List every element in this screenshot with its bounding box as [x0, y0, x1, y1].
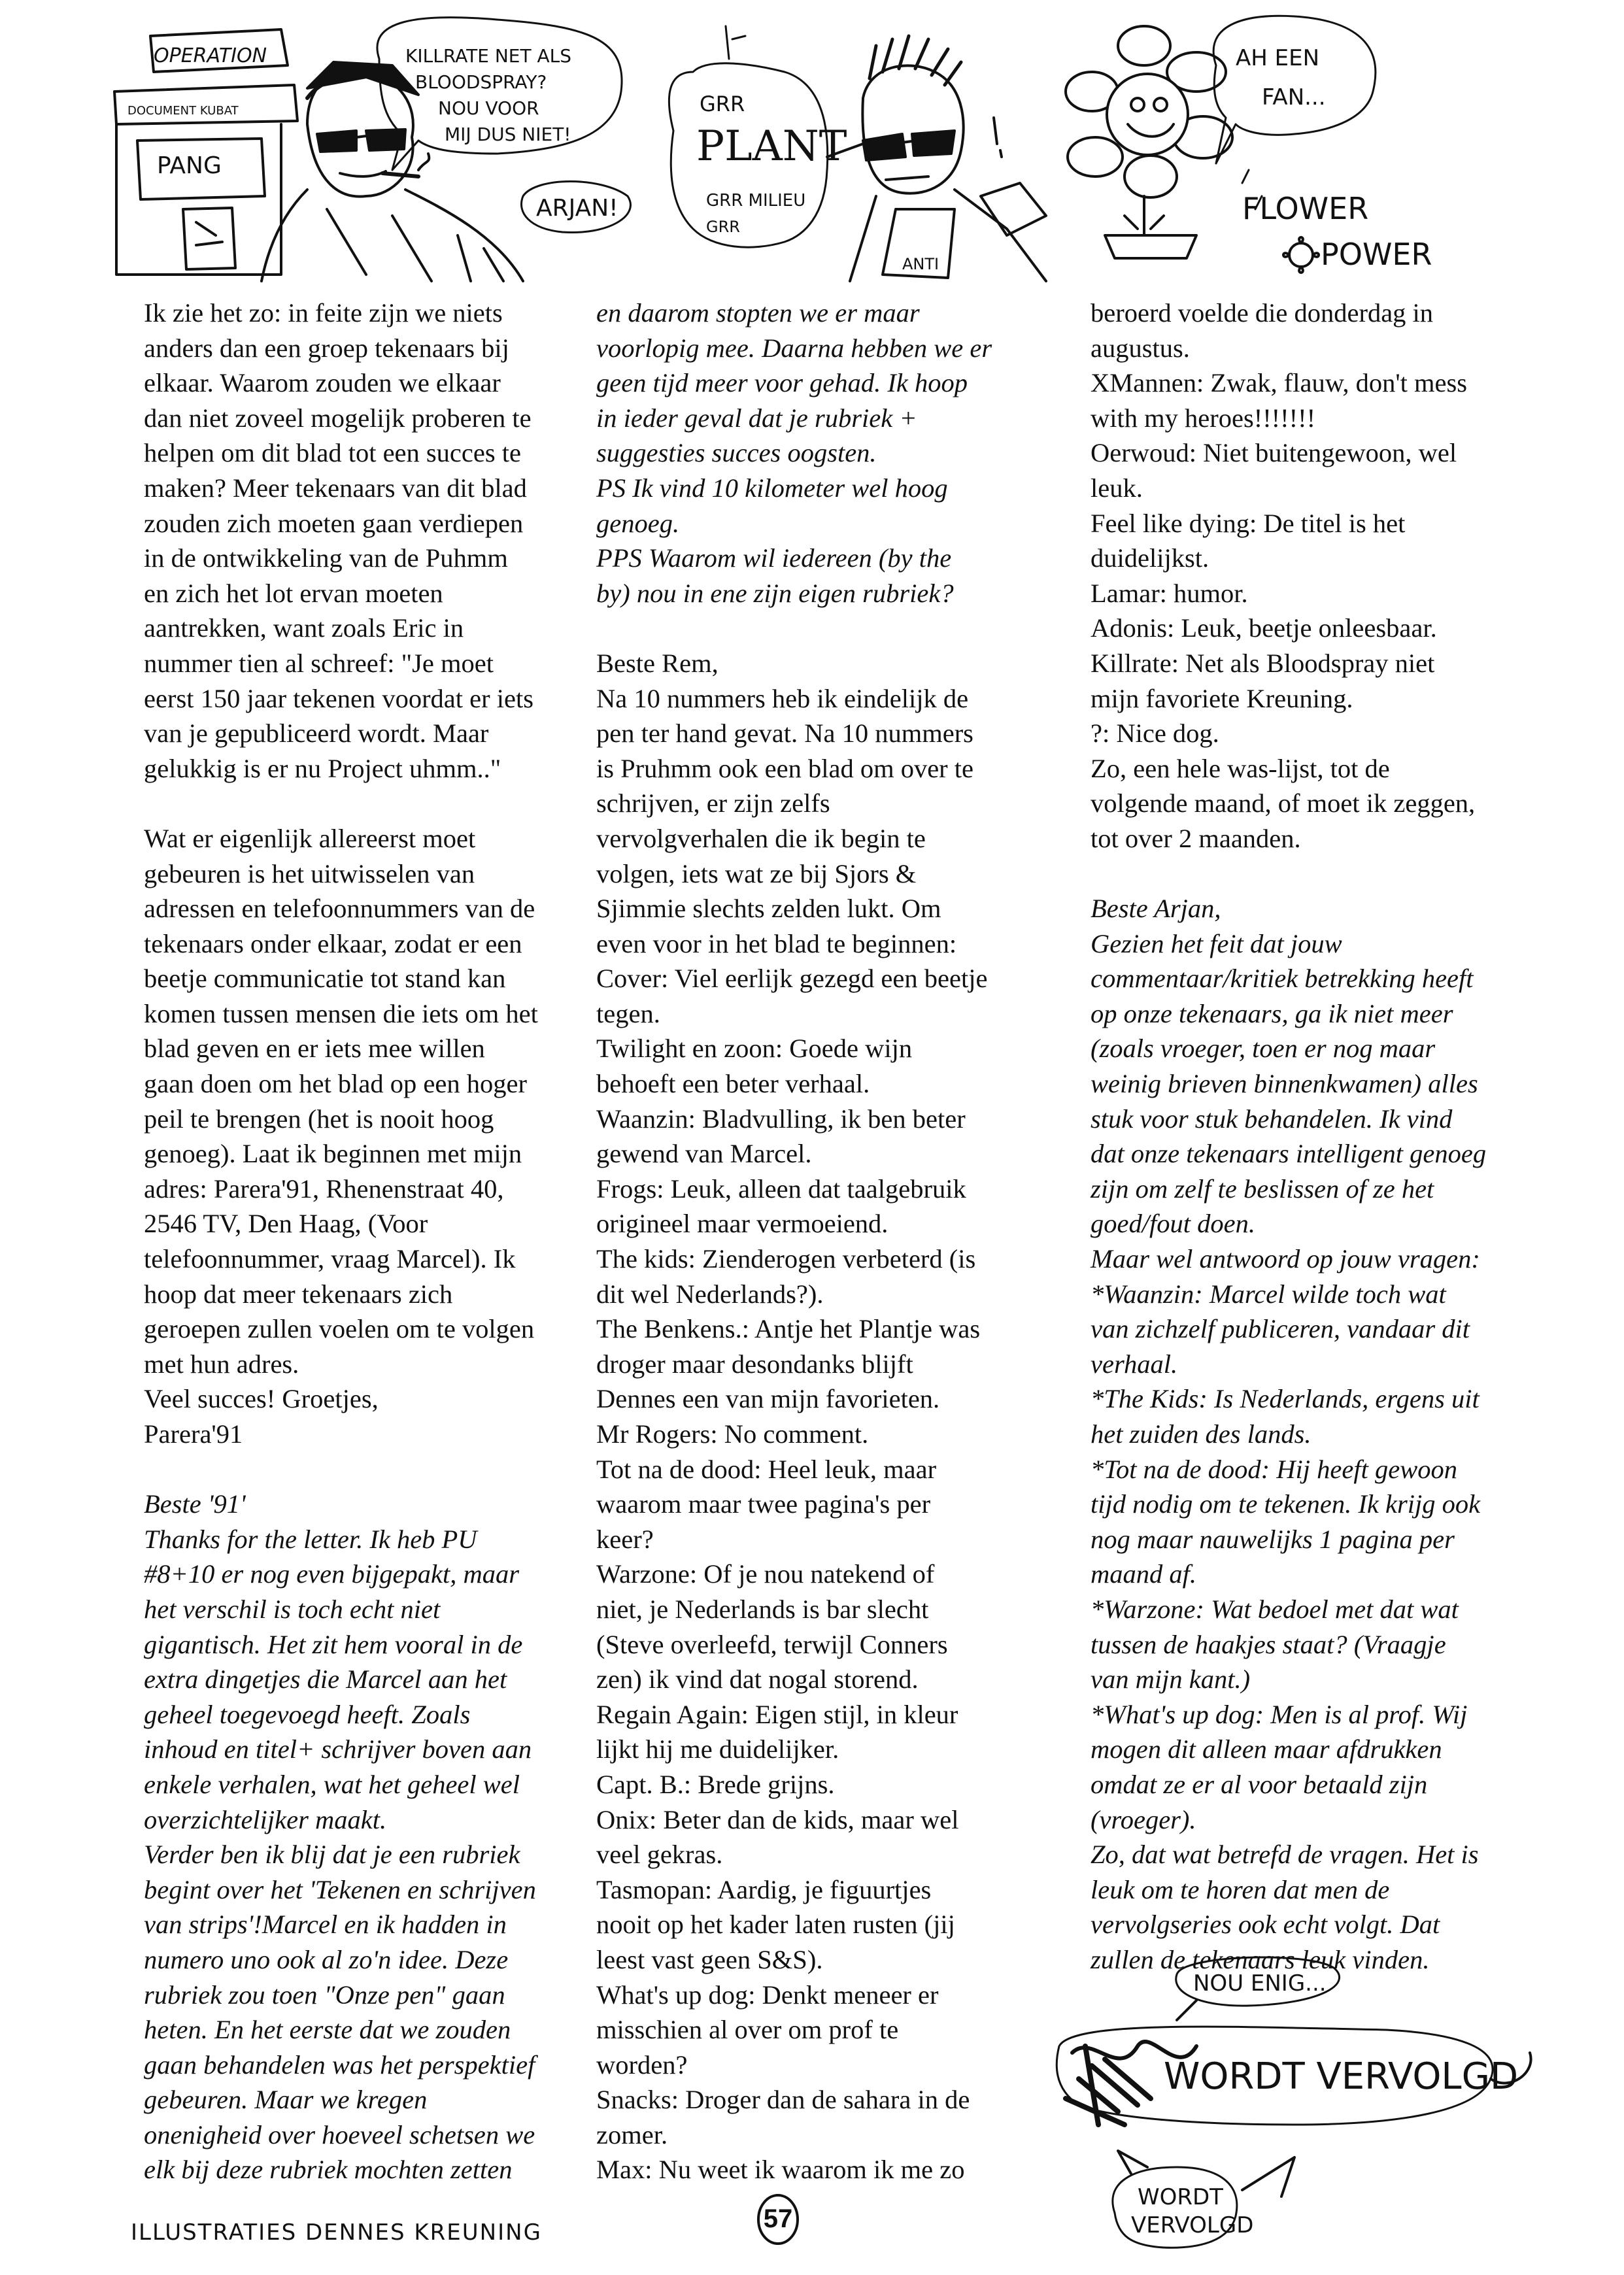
text-line: geroepen zullen voelen om te volgen: [144, 1314, 535, 1344]
text-line: stuk voor stuk behandelen. Ik vind: [1091, 1104, 1453, 1134]
speech-line-3: NOU VOOR: [438, 97, 539, 119]
name-tag-arjan: ARJAN!: [536, 195, 618, 222]
text-line: Oerwoud: Niet buitengewoon, wel: [1091, 438, 1457, 468]
text-line: van strips'!Marcel en ik hadden in: [144, 1910, 507, 1940]
text-line: suggesties succes oogsten.: [596, 438, 877, 468]
text-line: adressen en telefoonnummers van de: [144, 894, 535, 924]
text-line: van zichzelf publiceren, vandaar dit: [1091, 1314, 1470, 1344]
sign-anti: ANTI: [902, 255, 939, 273]
text-line: augustus.: [1091, 333, 1190, 363]
text-line: zouden zich moeten gaan verdiepen: [144, 508, 524, 538]
text-line: Frogs: Leuk, alleen dat taalgebruik: [596, 1173, 966, 1204]
text-line: zomer.: [596, 2119, 668, 2149]
text-line: is Pruhmm ook een blad om over te: [596, 753, 974, 783]
text-line: zijn om zelf te beslissen of ze het: [1091, 1173, 1434, 1204]
text-line: beetje communicatie tot stand kan: [144, 964, 506, 994]
text-line: dat onze tekenaars intelligent genoeg: [1091, 1139, 1487, 1169]
text-line: weinig brieven binnenkwamen) alles: [1091, 1069, 1478, 1099]
text-column-3: [1091, 295, 1486, 1978]
text-line: *What's up dog: Men is al prof. Wij: [1091, 1699, 1468, 1729]
text-column-1: [144, 295, 538, 2187]
text-line: droger maar desondanks blijft: [596, 1349, 913, 1379]
text-line: *Tot na de dood: Hij heeft gewoon: [1091, 1454, 1457, 1484]
text-line: (vroeger).: [1091, 1804, 1196, 1834]
text-line: verhaal.: [1091, 1349, 1178, 1379]
text-line: #8+10 er nog even bijgepakt, maar: [144, 1559, 519, 1589]
text-line: vervolgverhalen die ik begin te: [596, 823, 926, 853]
text-line: overzichtelijker maakt.: [144, 1804, 387, 1834]
text-line: Beste '91': [144, 1489, 246, 1519]
text-line: Mr Rogers: No comment.: [596, 1419, 869, 1449]
text-line: anders dan een groep tekenaars bij: [144, 333, 509, 363]
text-line: gebeuren. Maar we kregen: [144, 2085, 428, 2115]
text-line: *Warzone: Wat bedoel met dat wat: [1091, 1594, 1459, 1624]
text-line: Zo, een hele was-lijst, tot de: [1091, 753, 1390, 783]
speech-plant: PLANT: [696, 122, 847, 171]
speech-grr-2: GRR: [706, 218, 740, 236]
speech-line-1: KILLRATE NET ALS: [405, 45, 571, 67]
text-line: maand af.: [1091, 1559, 1196, 1589]
text-line: pen ter hand gevat. Na 10 nummers: [596, 718, 973, 749]
text-line: Tasmopan: Aardig, je figuurtjes: [596, 1874, 932, 1904]
text-line: nooit op het kader laten rusten (jij: [596, 1910, 955, 1940]
paragraph-gap: [144, 1452, 538, 1487]
text-line: Veel succes! Groetjes,: [144, 1384, 379, 1414]
text-line: PS Ik vind 10 kilometer wel hoog: [596, 473, 948, 503]
text-line: tot over 2 maanden.: [1091, 823, 1301, 853]
caption-power: POWER: [1321, 237, 1432, 272]
text-line: helpen om dit blad tot een succes te: [144, 438, 521, 468]
text-line: volgende maand, of moet ik zeggen,: [1091, 788, 1476, 818]
text-line: Dennes een van mijn favorieten.: [596, 1384, 940, 1414]
text-line: geen tijd meer voor gehad. Ik hoop: [596, 368, 968, 398]
text-line: peil te brengen (het is nooit hoog: [144, 1104, 494, 1134]
text-line: nummer tien al schreef: "Je moet: [144, 648, 494, 678]
text-line: beroerd voelde die donderdag in: [1091, 298, 1434, 328]
text-line: genoeg). Laat ik beginnen met mijn: [144, 1139, 522, 1169]
text-line: Wat er eigenlijk allereerst moet: [144, 823, 476, 853]
page-number: 57: [763, 2204, 793, 2233]
bubble-wordt: WORDT: [1138, 2184, 1223, 2210]
text-line: elkaar. Waarom zouden we elkaar: [144, 368, 501, 398]
text-line: Killrate: Net als Bloodspray niet: [1091, 648, 1435, 678]
sound-pang: PANG: [157, 152, 222, 179]
text-line: vervolgseries ook echt volgt. Dat: [1091, 1910, 1440, 1940]
text-line: heten. En het eerste dat we zouden: [144, 2015, 511, 2045]
text-line: van je gepubliceerd wordt. Maar: [144, 718, 489, 749]
text-column-2: [596, 295, 992, 2187]
text-line: Tot na de dood: Heel leuk, maar: [596, 1454, 937, 1484]
text-line: Snacks: Droger dan de sahara in de: [596, 2085, 970, 2115]
text-line: nog maar nauwelijks 1 pagina per: [1091, 1524, 1455, 1554]
text-line: worden?: [596, 2049, 688, 2080]
text-line: Sjimmie slechts zelden lukt. Om: [596, 894, 941, 924]
text-line: waarom maar twee pagina's per: [596, 1489, 931, 1519]
text-line: tekenaars onder elkaar, zodat er een: [144, 928, 522, 958]
text-line: (Steve overleefd, terwijl Conners: [596, 1629, 948, 1659]
text-line: lijkt hij me duidelijker.: [596, 1734, 839, 1764]
text-line: met hun adres.: [144, 1349, 299, 1379]
text-line: zullen de tekenaars leuk vinden.: [1091, 1944, 1430, 1974]
text-line: schrijven, er zijn zelfs: [596, 788, 830, 818]
text-line: XMannen: Zwak, flauw, don't mess: [1091, 368, 1468, 398]
text-line: Ik zie het zo: in feite zijn we niets: [144, 298, 503, 328]
text-line: adres: Parera'91, Rhenenstraat 40,: [144, 1173, 504, 1204]
text-line: leest vast geen S&S).: [596, 1944, 823, 1974]
banner-wordt-vervolgd: WORDT VERVOLGD: [1164, 2055, 1519, 2098]
speech-grr-1: GRR: [700, 92, 745, 116]
text-line: *The Kids: Is Nederlands, ergens uit: [1091, 1384, 1480, 1414]
text-line: origineel maar vermoeiend.: [596, 1209, 888, 1239]
text-line: leuk.: [1091, 473, 1143, 503]
text-line: Max: Nu weet ik waarom ik me zo: [596, 2155, 965, 2185]
text-line: Maar wel antwoord op jouw vragen:: [1091, 1244, 1480, 1274]
bubble-vervolgd: VERVOLGD: [1131, 2212, 1254, 2238]
sign-operation: OPERATION: [154, 44, 267, 67]
text-line: Warzone: Of je nou natekend of: [596, 1559, 935, 1589]
text-line: genoeg.: [596, 508, 680, 538]
text-line: Cover: Viel eerlijk gezegd een beetje: [596, 964, 988, 994]
comic-panel-arjan: [0, 0, 667, 288]
text-line: PPS Waarom wil iedereen (by the: [596, 543, 952, 573]
text-line: veel gekras.: [596, 1840, 723, 1870]
text-line: *Waanzin: Marcel wilde toch wat: [1091, 1279, 1446, 1309]
text-line: komen tussen mensen die iets om het: [144, 998, 538, 1028]
text-line: keer?: [596, 1524, 654, 1554]
text-line: voorlopig mee. Daarna hebben we er: [596, 333, 992, 363]
text-line: Na 10 nummers heb ik eindelijk de: [596, 683, 969, 713]
text-line: van mijn kant.): [1091, 1664, 1251, 1694]
text-line: gewend van Marcel.: [596, 1139, 812, 1169]
text-line: en zich het lot ervan moeten: [144, 578, 443, 608]
text-line: maken? Meer tekenaars van dit blad: [144, 473, 527, 503]
text-line: Lamar: humor.: [1091, 578, 1248, 608]
text-line: Adonis: Leuk, beetje onleesbaar.: [1091, 613, 1437, 643]
text-line: leuk om te horen dat men de: [1091, 1874, 1390, 1904]
illustration-credit: ILLUSTRATIES DENNES KREUNING: [131, 2219, 542, 2246]
text-line: Regain Again: Eigen stijl, in kleur: [596, 1699, 958, 1729]
text-line: Onix: Beter dan de kids, maar wel: [596, 1804, 959, 1834]
text-line: eerst 150 jaar tekenen voordat er iets: [144, 683, 533, 713]
text-line: gaan doen om het blad op een hoger: [144, 1069, 527, 1099]
bubble-nou-enig: NOU ENIG...: [1193, 1970, 1327, 1997]
text-line: by) nou in ene zijn eigen rubriek?: [596, 578, 954, 608]
text-line: Verder ben ik blij dat je een rubriek: [144, 1840, 520, 1870]
text-line: Thanks for the letter. Ik heb PU: [144, 1524, 477, 1554]
text-line: tegen.: [596, 998, 660, 1028]
speech-fan: FAN...: [1262, 84, 1326, 110]
text-line: onenigheid over hoeveel schetsen we: [144, 2119, 535, 2149]
text-line: behoeft een beter verhaal.: [596, 1069, 870, 1099]
text-line: The Benkens.: Antje het Plantje was: [596, 1314, 981, 1344]
text-line: ?: Nice dog.: [1091, 718, 1219, 749]
text-line: Parera'91: [144, 1419, 243, 1449]
text-line: begint over het 'Tekenen en schrijven: [144, 1874, 536, 1904]
text-line: in ieder geval dat je rubriek +: [596, 403, 917, 433]
speech-line-4: MIJ DUS NIET!: [445, 124, 571, 145]
speech-ah-een: AH EEN: [1236, 45, 1320, 71]
text-line: inhoud en titel+ schrijver boven aan: [144, 1734, 532, 1764]
comic-panel-flower: [1046, 0, 1504, 288]
paragraph-gap: [144, 786, 538, 821]
caption-flower: FLOWER: [1242, 191, 1369, 226]
text-line: elk bij deze rubriek mochten zetten: [144, 2155, 513, 2185]
text-line: duidelijkst.: [1091, 543, 1210, 573]
text-line: Beste Arjan,: [1091, 894, 1221, 924]
text-line: gelukkig is er nu Project uhmm..": [144, 753, 501, 783]
text-line: Feel like dying: De titel is het: [1091, 508, 1406, 538]
text-line: dan niet zoveel mogelijk proberen te: [144, 403, 532, 433]
text-line: het zuiden des lands.: [1091, 1419, 1311, 1449]
text-line: Twilight en zoon: Goede wijn: [596, 1034, 913, 1064]
text-line: blad geven en er iets mee willen: [144, 1034, 485, 1064]
text-line: hoop dat meer tekenaars zich: [144, 1279, 453, 1309]
text-line: geheel toegevoegd heeft. Zoals: [144, 1699, 471, 1729]
text-line: volgen, iets wat ze bij Sjors &: [596, 858, 917, 888]
text-line: en daarom stopten we er maar: [596, 298, 920, 328]
text-line: extra dingetjes die Marcel aan het: [144, 1664, 507, 1694]
text-line: Capt. B.: Brede grijns.: [596, 1769, 835, 1799]
text-line: Gezien het feit dat jouw: [1091, 928, 1342, 958]
speech-grr-milieu: GRR MILIEU: [706, 191, 806, 211]
text-line: gigantisch. Het zit hem vooral in de: [144, 1629, 523, 1659]
text-line: gebeuren is het uitwisselen van: [144, 858, 475, 888]
text-line: even voor in het blad te beginnen:: [596, 928, 957, 958]
text-line: in de ontwikkeling van de Puhmm: [144, 543, 508, 573]
text-line: Beste Rem,: [596, 648, 719, 678]
text-line: omdat ze er al voor betaald zijn: [1091, 1769, 1428, 1799]
text-line: het verschil is toch echt niet: [144, 1594, 441, 1624]
text-line: mijn favoriete Kreuning.: [1091, 683, 1353, 713]
text-line: What's up dog: Denkt meneer er: [596, 1980, 939, 2010]
paragraph-gap: [1091, 856, 1486, 892]
text-line: The kids: Zienderogen verbeterd (is: [596, 1244, 976, 1274]
text-line: goed/fout doen.: [1091, 1209, 1255, 1239]
text-line: aantrekken, want zoals Eric in: [144, 613, 464, 643]
text-line: numero uno ook al zo'n idee. Deze: [144, 1944, 509, 1974]
wordt-vervolgd-art: [1033, 1948, 1569, 2262]
text-line: enkele verhalen, wat het geheel wel: [144, 1769, 520, 1799]
text-line: commentaar/kritiek betrekking heeft: [1091, 964, 1474, 994]
text-line: tijd nodig om te tekenen. Ik krijg ook: [1091, 1489, 1481, 1519]
text-line: Waanzin: Bladvulling, ik ben beter: [596, 1104, 966, 1134]
text-line: gaan behandelen was het perspektief: [144, 2049, 535, 2080]
text-line: tussen de haakjes staat? (Vraagje: [1091, 1629, 1446, 1659]
text-line: zen) ik vind dat nogal storend.: [596, 1664, 919, 1694]
paragraph-gap: [596, 611, 992, 646]
text-line: dit wel Nederlands?).: [596, 1279, 824, 1309]
text-line: rubriek zou toen "Onze pen" gaan: [144, 1980, 505, 2010]
text-line: (zoals vroeger, toen er nog maar: [1091, 1034, 1436, 1064]
text-line: with my heroes!!!!!!!: [1091, 403, 1316, 433]
text-line: telefoonnummer, vraag Marcel). Ik: [144, 1244, 516, 1274]
text-line: Zo, dat wat betrefd de vragen. Het is: [1091, 1840, 1479, 1870]
text-line: misschien al over om prof te: [596, 2015, 899, 2045]
comic-panel-plant: [654, 0, 1085, 288]
text-line: niet, je Nederlands is bar slecht: [596, 1594, 929, 1624]
sign-document: DOCUMENT KUBAT: [127, 104, 239, 118]
text-line: op onze tekenaars, ga ik niet meer: [1091, 998, 1453, 1028]
text-line: 2546 TV, Den Haag, (Voor: [144, 1209, 428, 1239]
text-line: mogen dit alleen maar afdrukken: [1091, 1734, 1442, 1764]
speech-line-2: BLOODSPRAY?: [415, 71, 547, 93]
